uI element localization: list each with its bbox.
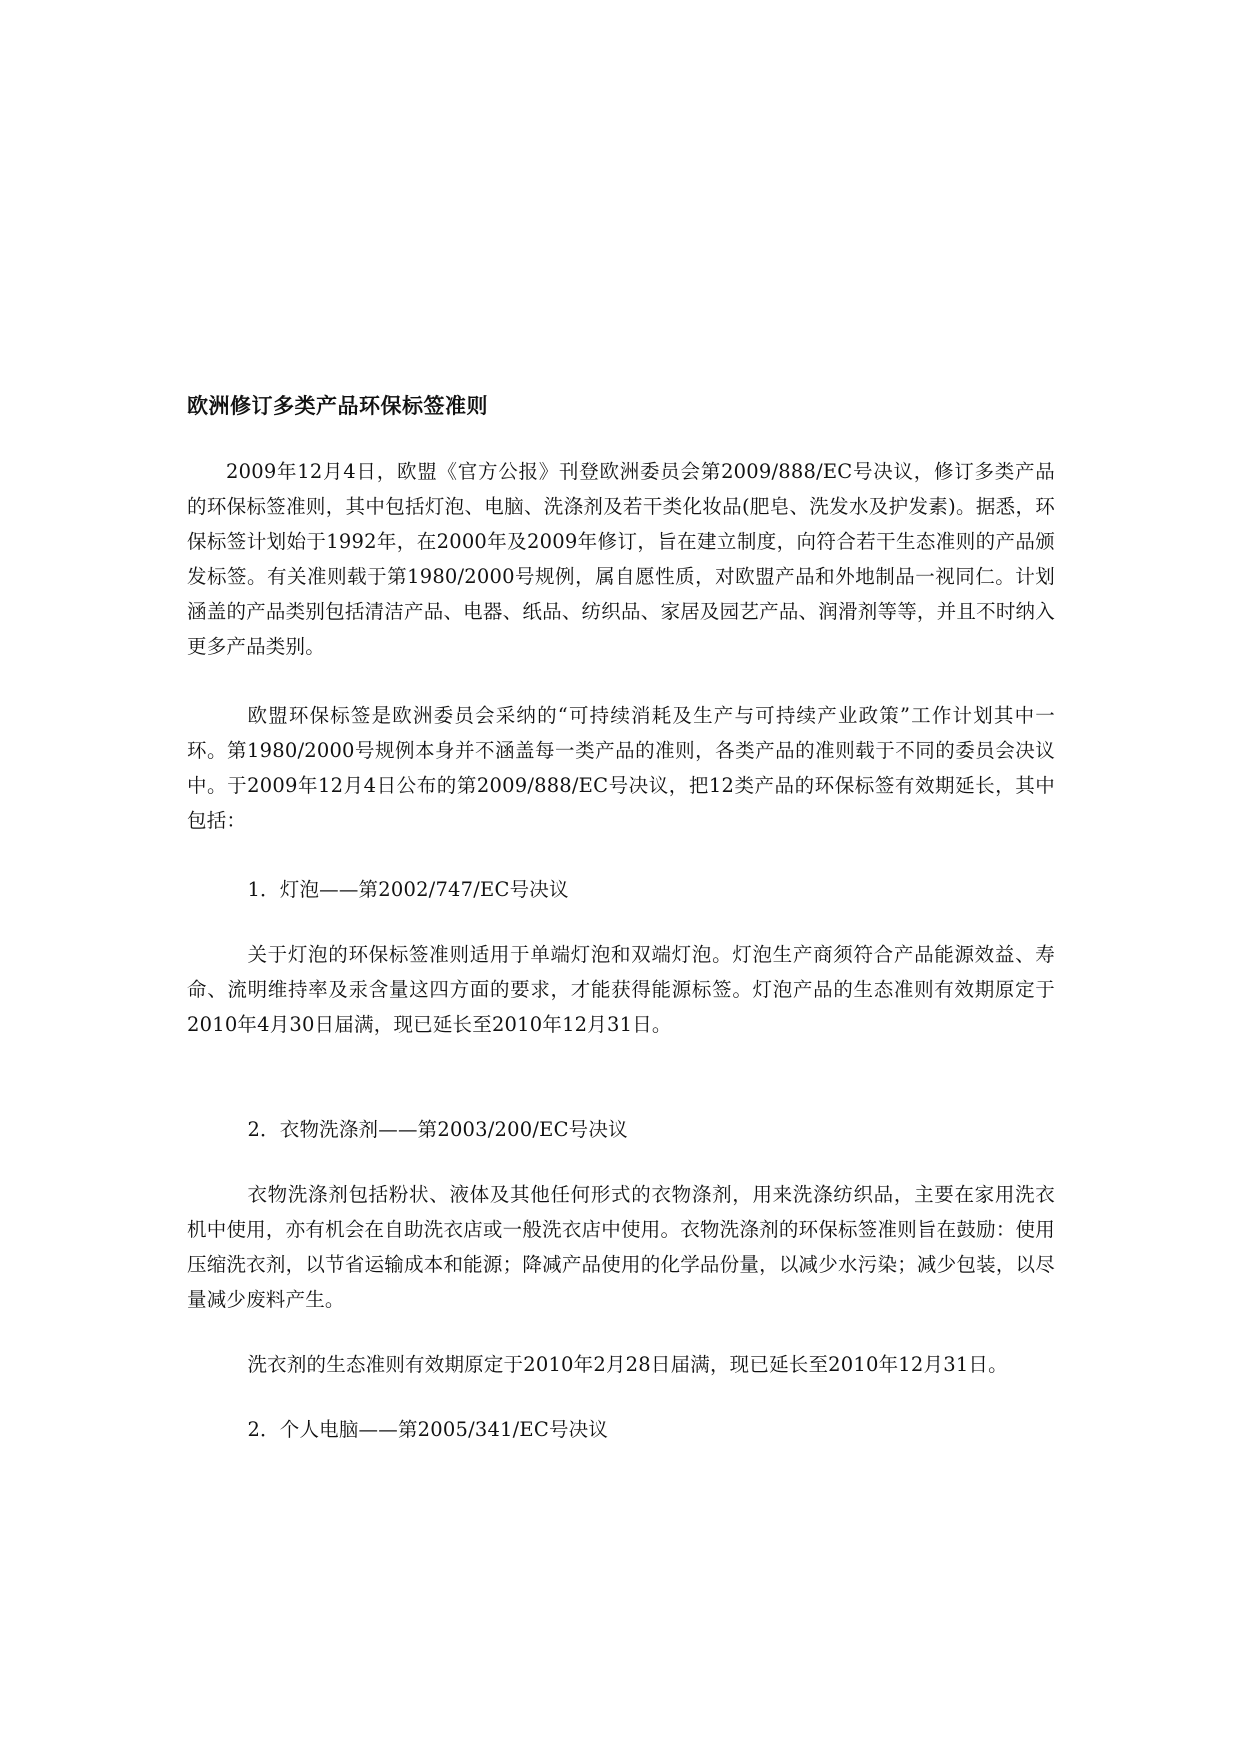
section-heading-laundry-detergents: 2．衣物洗涤剂——第2003/200/EC号决议 (247, 1118, 628, 1141)
document-title: 欧洲修订多类产品环保标签准则 (187, 394, 488, 418)
paragraph-light-bulbs: 关于灯泡的环保标签准则适用于单端灯泡和双端灯泡。灯泡生产商须符合产品能源效益、寿命、流明维持率及汞含量这四方面的要求，才能获得能源标签。灯泡产品的生态准则有效期原定于2010年4月30日届满，现已延长至2010年12月31日。 (187, 943, 1055, 1036)
paragraph-eco-label-policy: 欧盟环保标签是欧洲委员会采纳的“可持续消耗及生产与可持续产业政策”工作计划其中一环。第1980/2000号规例本身并不涵盖每一类产品的准则，各类产品的准则载于不同的委员会决议中。于2009年12月4日公布的第2009/888/EC号决议，把12类产品的环保标签有效期延长，其中包括： (187, 704, 1055, 832)
document-body (187, 390, 1055, 1447)
paragraph-intro: 2009年12月4日，欧盟《官方公报》刊登欧洲委员会第2009/888/EC号决议，修订多类产品的环保标签准则，其中包括灯泡、电脑、洗涤剂及若干类化妆品(肥皂、洗发水及护发素)。据悉，环保标签计划始于1992年，在2000年及2009年修订，旨在建立制度，向符合若干生态准则的产品颁发标签。有关准则载于第1980/2000号规例，属自愿性质，对欧盟产品和外地制品一视同仁。计划涵盖的产品类别包括清洁产品、电器、纸品、纺织品、家居及园艺产品、润滑剂等等，并且不时纳入更多产品类别。 (187, 460, 1055, 658)
section-heading-personal-computers: 2．个人电脑——第2005/341/EC号决议 (247, 1418, 609, 1441)
section-heading-light-bulbs: 1．灯泡——第2002/747/EC号决议 (247, 878, 569, 901)
paragraph-detergent-validity: 洗衣剂的生态准则有效期原定于2010年2月28日届满，现已延长至2010年12月31日。 (247, 1353, 1008, 1376)
paragraph-laundry-detergents: 衣物洗涤剂包括粉状、液体及其他任何形式的衣物涤剂，用来洗涤纺织品，主要在家用洗衣机中使用，亦有机会在自助洗衣店或一般洗衣店中使用。衣物洗涤剂的环保标签准则旨在鼓励：使用压缩洗衣剂，以节省运输成本和能源；降减产品使用的化学品份量，以减少水污染；减少包装，以尽量减少废料产生。 (187, 1183, 1055, 1311)
